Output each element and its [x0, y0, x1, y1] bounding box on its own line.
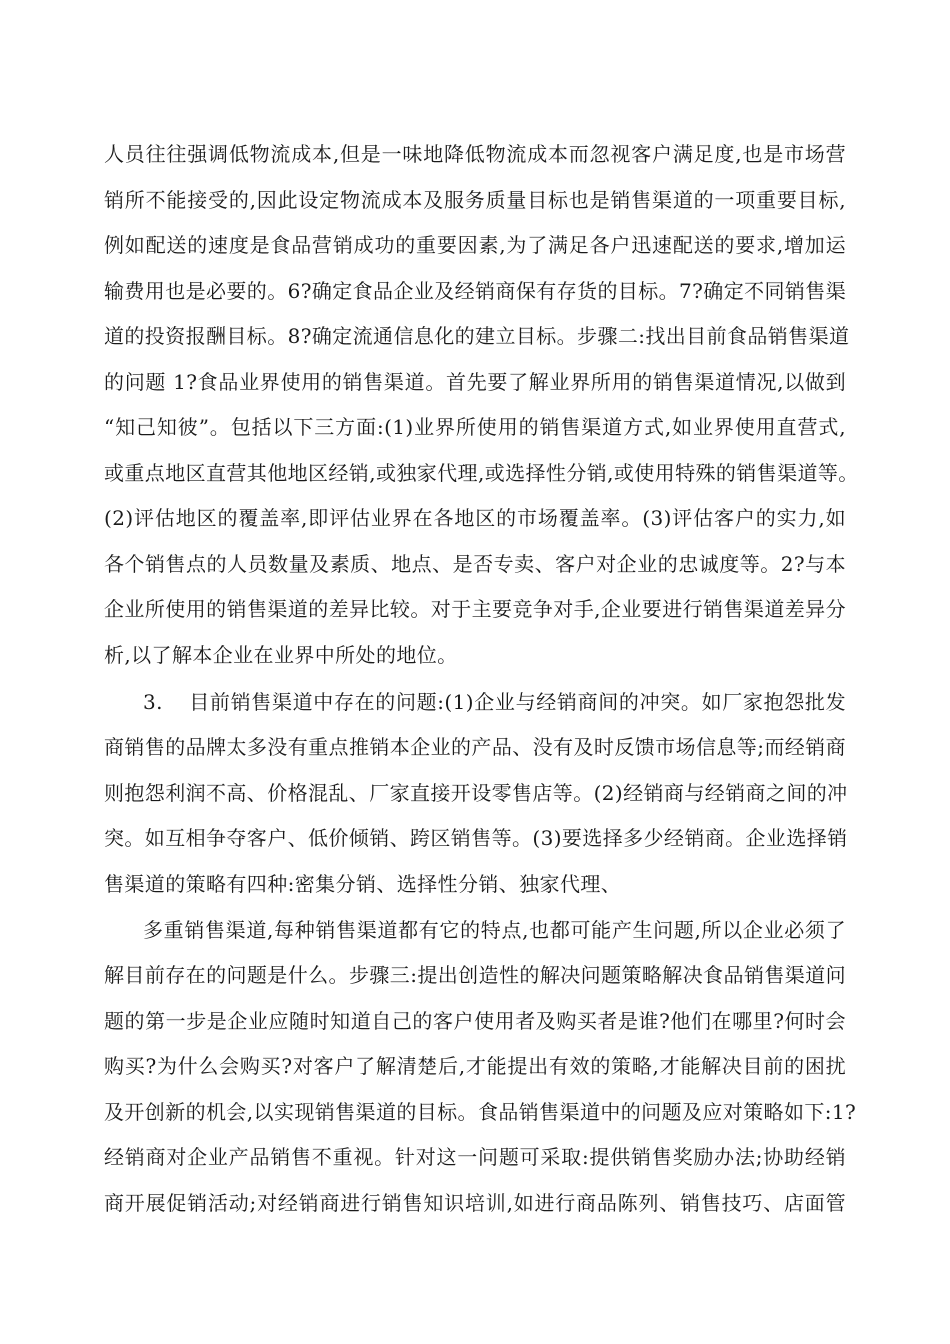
paragraph-1-line-1: 人员往往强调低物流成本,但是一味地降低物流成本而忽视客户满足度,也是市场营 — [104, 142, 846, 166]
paragraph-1-line-12: 析,以了解本企业在业界中所处的地位。 — [104, 643, 458, 667]
paragraph-2-line-2: 商销售的品牌太多没有重点推销本企业的产品、没有及时反馈市场信息等;而经销商 — [104, 735, 846, 759]
paragraph-2-line-5: 售渠道的策略有四种:密集分销、选择性分销、独家代理、 — [104, 872, 622, 896]
paragraph-3-line-1: 多重销售渠道,每种销售渠道都有它的特点,也都可能产生问题,所以企业必须了 — [143, 918, 846, 942]
paragraph-1-line-9: (2)评估地区的覆盖率,即评估业界在各地区的市场覆盖率。(3)评估客户的实力,如 — [104, 506, 846, 530]
paragraph-3-line-4: 购买?为什么会购买?对客户了解清楚后,才能提出有效的策略,才能解决目前的困扰 — [104, 1054, 846, 1078]
paragraph-2-line-4: 突。如互相争夺客户、低价倾销、跨区销售等。(3)要选择多少经销商。企业选择销 — [104, 826, 848, 850]
paragraph-1-line-11: 企业所使用的销售渠道的差异比较。对于主要竞争对手,企业要进行销售渠道差异分 — [104, 597, 846, 621]
paragraph-number: 3. — [143, 690, 163, 714]
paragraph-2-line-1-text: 目前销售渠道中存在的问题:(1)企业与经销商间的冲突。如厂家抱怨批发 — [189, 690, 846, 714]
paragraph-1-line-3: 例如配送的速度是食品营销成功的重要因素,为了满足各户迅速配送的要求,增加运 — [104, 233, 846, 257]
paragraph-1-line-2: 销所不能接受的,因此设定物流成本及服务质量目标也是销售渠道的一项重要目标, — [104, 188, 846, 212]
paragraph-3-line-5: 及开创新的机会,以实现销售渠道的目标。食品销售渠道中的问题及应对策略如下:1? — [104, 1100, 857, 1124]
paragraph-3-line-7: 商开展促销活动;对经销商进行销售知识培训,如进行商品陈列、销售技巧、店面管 — [104, 1191, 846, 1215]
paragraph-3-line-2: 解目前存在的问题是什么。步骤三:提出创造性的解决问题策略解决食品销售渠道问 — [104, 963, 846, 987]
paragraph-1-line-8: 或重点地区直营其他地区经销,或独家代理,或选择性分销,或使用特殊的销售渠道等。 — [104, 461, 859, 485]
paragraph-2-line-3: 则抱怨利润不高、价格混乱、厂家直接开设零售店等。(2)经销商与经销商之间的冲 — [104, 781, 848, 805]
paragraph-3-line-6: 经销商对企业产品销售不重视。针对这一问题可采取:提供销售奖励办法;协助经销 — [104, 1145, 846, 1169]
paragraph-1-line-6: 的问题 1?食品业界使用的销售渠道。首先要了解业界所用的销售渠道情况,以做到 — [104, 370, 846, 394]
paragraph-3-line-3: 题的第一步是企业应随时知道自己的客户使用者及购买者是谁?他们在哪里?何时会 — [104, 1009, 846, 1033]
paragraph-1-line-4: 输费用也是必要的。6?确定食品企业及经销商保有存货的目标。7?确定不同销售渠 — [104, 279, 847, 303]
paragraph-1-line-5: 道的投资报酬目标。8?确定流通信息化的建立目标。步骤二:找出目前食品销售渠道 — [104, 324, 850, 348]
paragraph-1-line-10: 各个销售点的人员数量及素质、地点、是否专卖、客户对企业的忠诚度等。2?与本 — [104, 552, 846, 576]
paragraph-1-line-7: “知己知彼”。包括以下三方面:(1)业界所使用的销售渠道方式,如业界使用直营式, — [104, 415, 846, 439]
paragraph-2-line-1 — [143, 682, 846, 722]
